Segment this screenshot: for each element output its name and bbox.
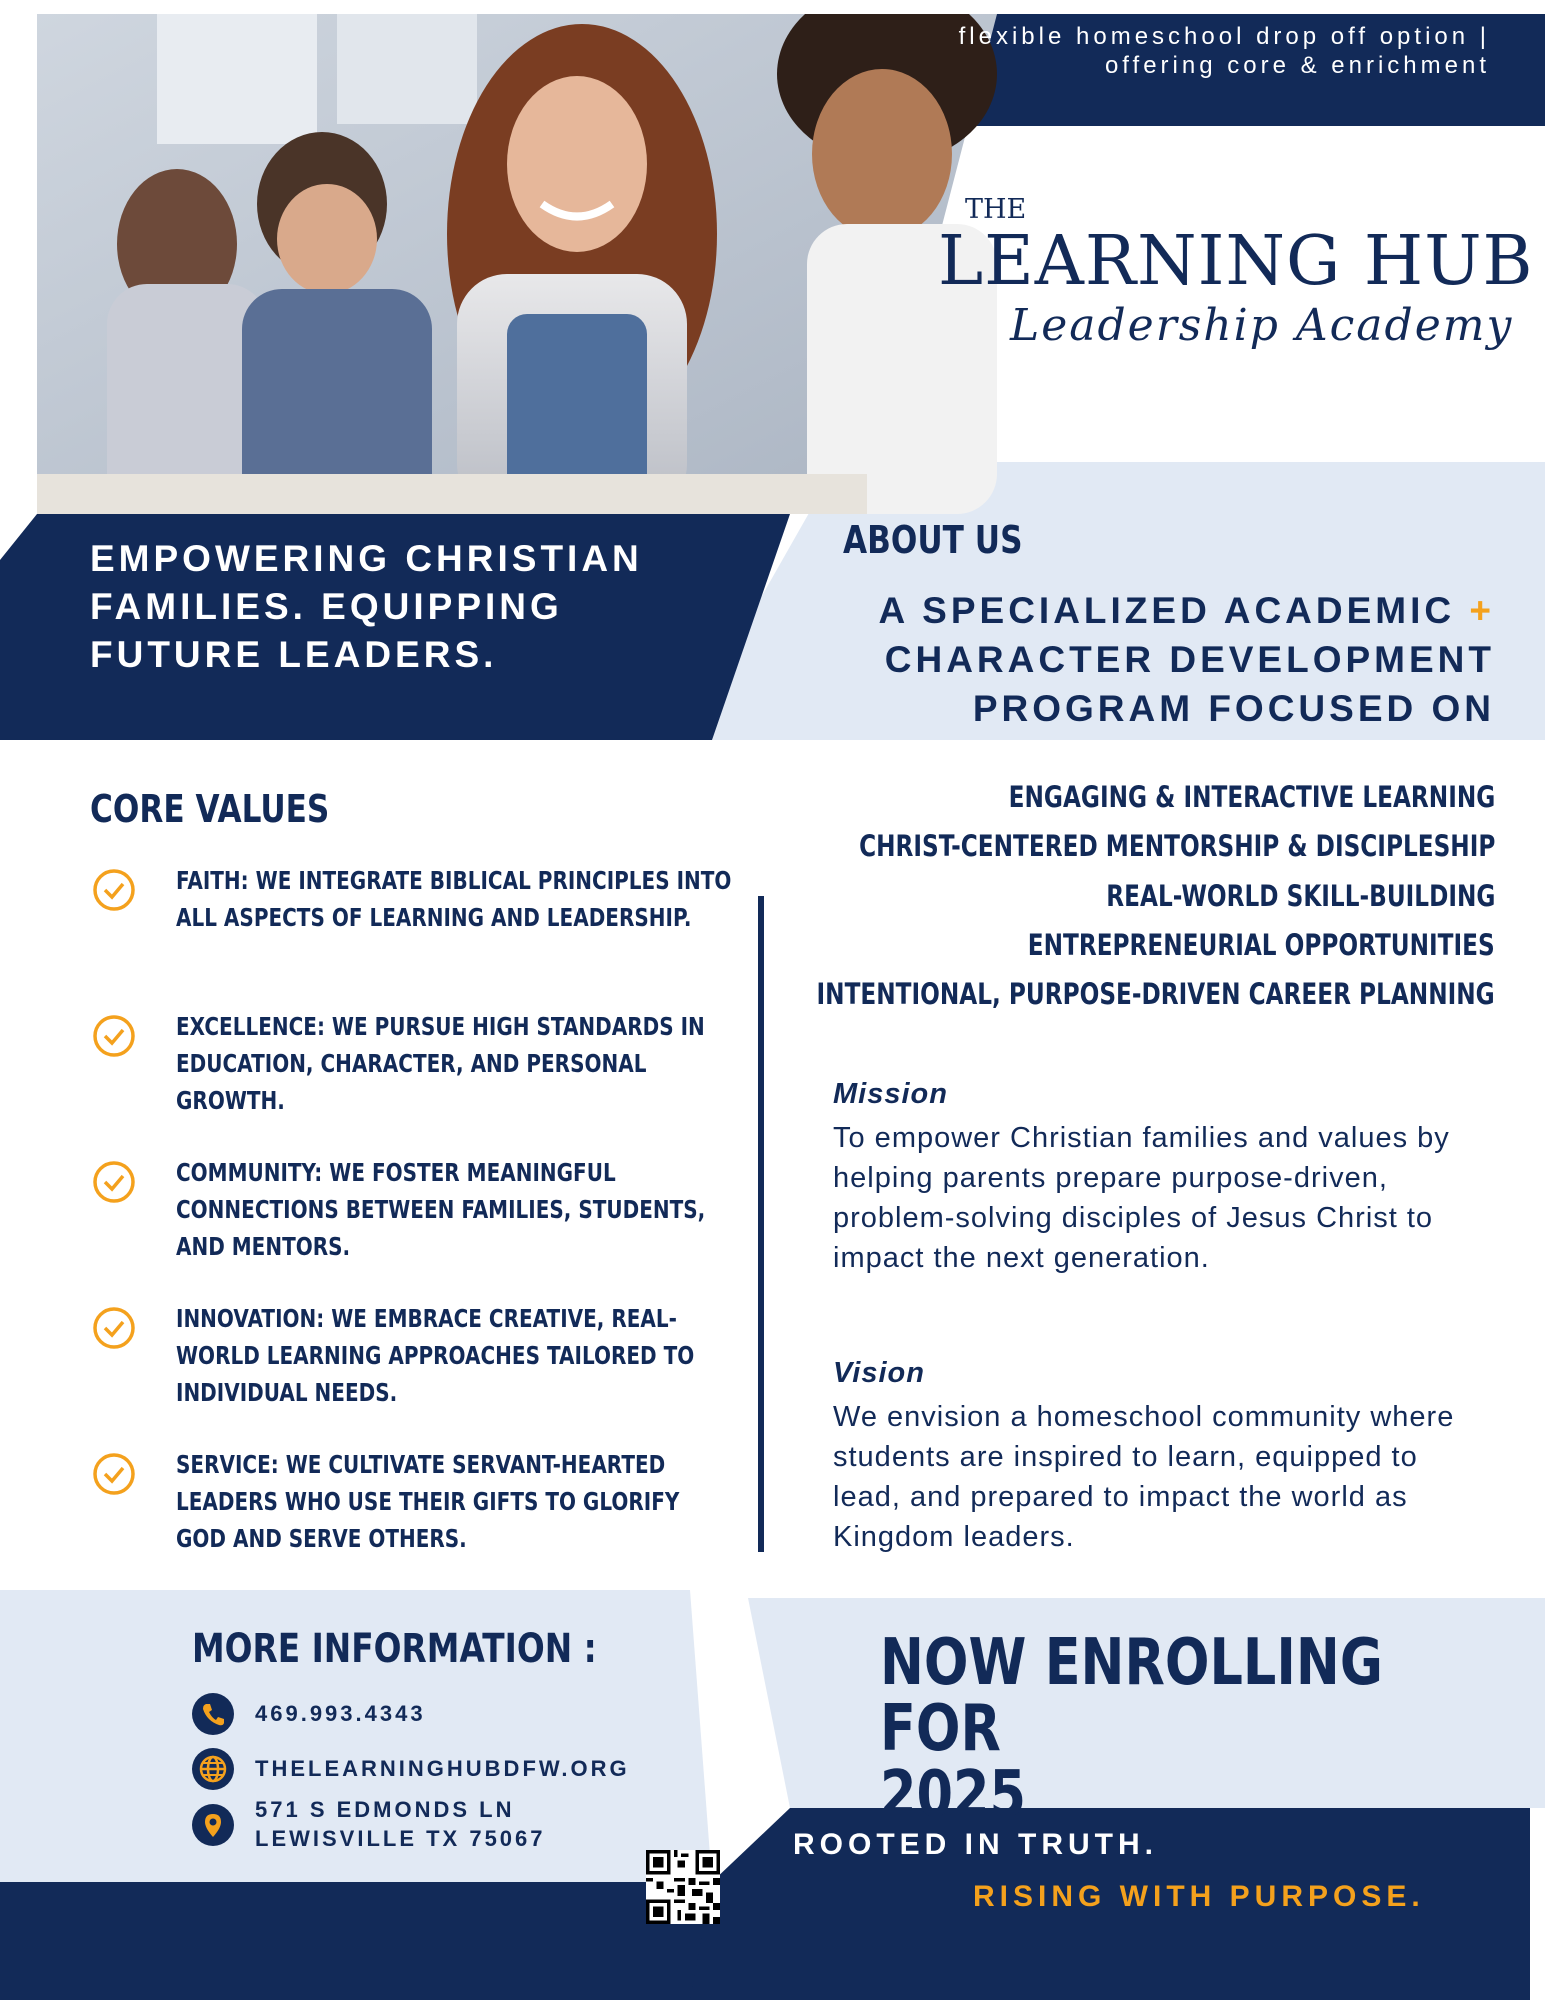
plus-sign: + — [1469, 590, 1495, 631]
students-photo — [37, 14, 1007, 514]
about-subtitle-part1: A SPECIALIZED ACADEMIC — [878, 590, 1470, 631]
website-link[interactable]: THELEARNINGHUBDFW.ORG — [255, 1756, 630, 1781]
core-value-text: SERVICE: WE CULTIVATE SERVANT-HEARTED LEADERS WHO USE THEIR GIFTS TO GLORIFY GOD AND SERVE OTHERS. — [176, 1450, 680, 1553]
enrollment-year: 2025 — [880, 1758, 1027, 1832]
enrollment-line1: NOW ENROLLING FOR — [880, 1626, 1383, 1766]
globe-icon — [192, 1748, 234, 1790]
logo-the: THE — [965, 194, 1027, 225]
address-line2: LEWISVILLE TX 75067 — [255, 1826, 546, 1851]
core-value-text: EXCELLENCE: WE PURSUE HIGH STANDARDS IN EDUCATION, CHARACTER, AND PERSONAL GROWTH. — [176, 1012, 705, 1115]
vision-heading: Vision — [833, 1357, 925, 1389]
core-value-text: COMMUNITY: WE FOSTER MEANINGFUL CONNECTIONS BETWEEN FAMILIES, STUDENTS, AND MENTORS. — [176, 1158, 706, 1261]
enrollment-announcement — [880, 1626, 1425, 1832]
more-info-title: MORE INFORMATION : — [192, 1626, 597, 1672]
check-circle-icon — [92, 1452, 136, 1496]
check-circle-icon — [92, 1160, 136, 1204]
phone-number[interactable]: 469.993.4343 — [255, 1701, 426, 1726]
slogan-line1: ROOTED IN TRUTH. — [793, 1828, 1158, 1861]
vision-body: We envision a homeschool community where students are inspired to learn, equipped to lead, and prepared to impact the world as Kingdom leaders. — [833, 1401, 1455, 1553]
focus-item: REAL-WORLD SKILL-BUILDING — [1105, 879, 1495, 913]
address — [255, 1795, 546, 1853]
core-value-text: FAITH: WE INTEGRATE BIBLICAL PRINCIPLES INTO ALL ASPECTS OF LEARNING AND LEADERSHIP. — [176, 866, 732, 932]
core-values-title: CORE VALUES — [90, 787, 330, 831]
column-divider — [758, 896, 764, 1552]
mission-heading: Mission — [833, 1078, 948, 1110]
focus-item: ENTREPRENEURIAL OPPORTUNITIES — [1028, 928, 1495, 962]
logo-wordmark: LEARNING HUB — [938, 222, 1534, 301]
logo-script: Leadership Academy — [1010, 300, 1514, 351]
phone-icon — [192, 1693, 234, 1735]
about-subtitle-part2: CHARACTER DEVELOPMENT PROGRAM FOCUSED ON — [884, 639, 1495, 729]
check-circle-icon — [92, 1014, 136, 1058]
location-pin-icon — [192, 1804, 234, 1846]
focus-item: CHRIST-CENTERED MENTORSHIP & DISCIPLESHIP — [858, 829, 1495, 863]
qr-code[interactable] — [646, 1850, 720, 1924]
empower-headline: EMPOWERING CHRISTIAN FAMILIES. EQUIPPING FUTURE LEADERS. — [90, 538, 643, 675]
focus-item: INTENTIONAL, PURPOSE-DRIVEN CAREER PLANNING — [816, 977, 1495, 1011]
about-us-subtitle — [700, 586, 1495, 733]
slogan-line2: RISING WITH PURPOSE. — [973, 1880, 1425, 1913]
check-circle-icon — [92, 868, 136, 912]
mission-body: To empower Christian families and values by helping parents prepare purpose-driven, problem-solving disciples of Jesus Christ to impact the next generation. — [833, 1122, 1450, 1274]
header-tagline: flexible homeschool drop off option | offering core & enrichment — [958, 23, 1490, 79]
focus-item: ENGAGING & INTERACTIVE LEARNING — [1008, 780, 1495, 814]
about-us-title: ABOUT US — [843, 518, 1023, 562]
core-value-text: INNOVATION: WE EMBRACE CREATIVE, REAL-WORLD LEARNING APPROACHES TAILORED TO INDIVIDUAL NEEDS. — [176, 1304, 695, 1407]
check-circle-icon — [92, 1306, 136, 1350]
address-line1: 571 S EDMONDS LN — [255, 1797, 515, 1822]
